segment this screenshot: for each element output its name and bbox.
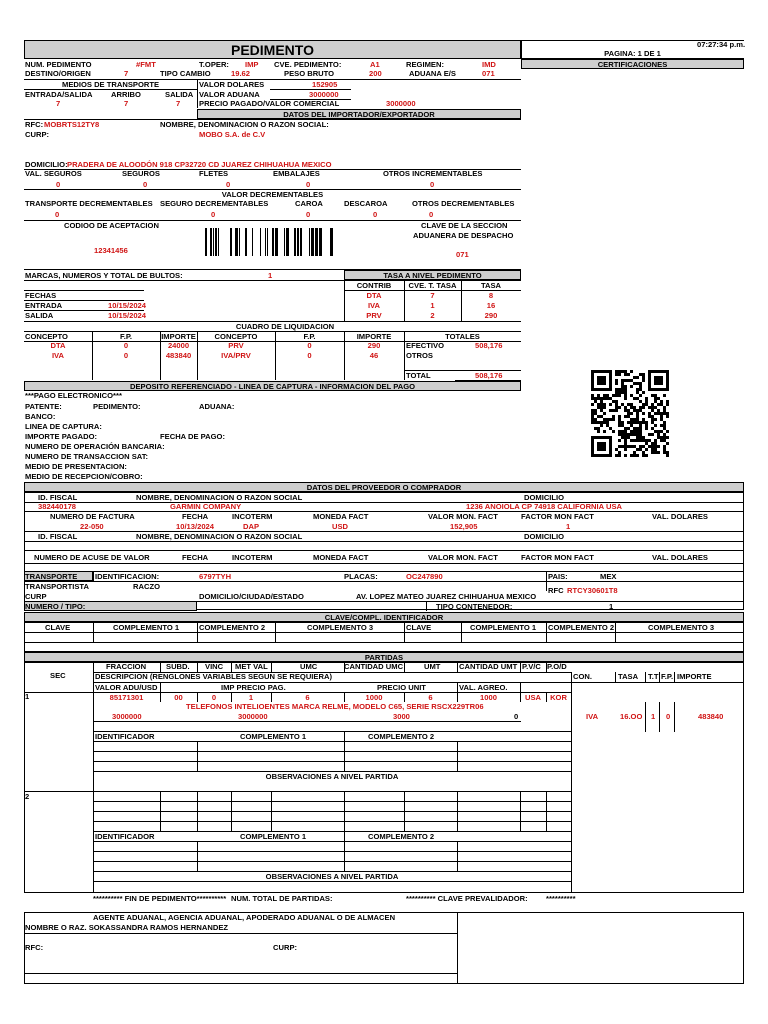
carga-label: CAROA bbox=[295, 199, 323, 208]
tasa-row-contrib: DTA bbox=[366, 291, 382, 300]
curp-label: CURP: bbox=[25, 130, 50, 139]
liq-row-importe: 46 bbox=[369, 351, 379, 360]
page-title: PEDIMENTO bbox=[231, 42, 314, 58]
imp-precio-value: 3000000 bbox=[238, 712, 268, 721]
deposito-title: DEPOSITO REFERENCIADO - LINEA DE CAPTURA - INFORMACION DEL PAGO bbox=[129, 382, 416, 391]
partida-header: UMT bbox=[424, 662, 441, 671]
print-time: 07:27:34 p.m. bbox=[697, 40, 746, 49]
tasa-row-cve: 7 bbox=[430, 291, 435, 300]
identificador-label-2: IDENTIFICADOR bbox=[95, 832, 155, 841]
transporte-label: TRANSPORTE bbox=[25, 572, 78, 581]
total-label: TOTAL bbox=[406, 371, 431, 380]
partida-right-header: IMPORTE bbox=[677, 672, 712, 681]
pedimento-label: PEDIMENTO: bbox=[93, 402, 141, 411]
liq-header-concepto-2: CONCEPTO bbox=[214, 332, 258, 341]
partida-header: P.O/D bbox=[547, 662, 567, 671]
fecha-salida-value: 10/15/2024 bbox=[108, 311, 147, 320]
metval-value: 1 bbox=[248, 693, 254, 702]
transporte-decrementables-value: 0 bbox=[55, 210, 60, 219]
tasa-row-contrib: IVA bbox=[367, 301, 381, 310]
pod-value: KOR bbox=[550, 693, 567, 702]
nombre-proveedor-value: GARMIN COMPANY bbox=[170, 502, 242, 511]
valor-adu-value: 3000000 bbox=[112, 712, 142, 721]
otros-decrementables-label: OTROS DECREMENTABLES bbox=[412, 199, 515, 208]
destino-value: 7 bbox=[124, 69, 129, 78]
tipo-cambio-value: 19.62 bbox=[231, 69, 251, 78]
importe-value: 483840 bbox=[698, 712, 724, 721]
fechas-label: FECHAS bbox=[25, 291, 57, 300]
proveedor-title: DATOS DEL PROVEEDOR O COMPRADOR bbox=[306, 483, 462, 492]
val-agreg-value: 0 bbox=[514, 712, 519, 721]
aduana-es-label: ADUANA E/S bbox=[409, 69, 456, 78]
rfc-transportista-value: RTCY30601T8 bbox=[567, 586, 618, 595]
tasa-header-contrib: CONTRIB bbox=[356, 281, 392, 290]
codigo-aceptacion-value: 12341456 bbox=[94, 246, 128, 255]
fecha-entrada-label: ENTRADA bbox=[25, 301, 63, 310]
liq-row-fp: 0 bbox=[307, 341, 312, 350]
clave-header: COMPLEMENTO 2 bbox=[199, 623, 266, 632]
complemento1-label-2: COMPLEMENTO 1 bbox=[240, 832, 307, 841]
rfc-transportista-label: RFC bbox=[548, 586, 564, 595]
liq-header-totales: TOTALES bbox=[445, 332, 480, 341]
tipo-cambio-label: TIPO CAMBIO bbox=[160, 69, 211, 78]
placas-value: OC247890 bbox=[406, 572, 443, 581]
partida-right-header: TASA bbox=[618, 672, 639, 681]
descarga-value: 0 bbox=[373, 210, 378, 219]
numero-tipo-label: NUMERO / TIPO: bbox=[25, 602, 86, 611]
partida-header-3: VALOR ADU/USD bbox=[95, 683, 158, 692]
liq-row-fp: 0 bbox=[123, 351, 129, 360]
observaciones-label-2: OBSERVACIONES A NIVEL PARTIDA bbox=[265, 872, 399, 881]
otros-incrementables-label: OTROS INCREMENTABLES bbox=[383, 169, 483, 178]
efectivo-value: 508,176 bbox=[475, 341, 503, 350]
liq-header-fp-1: F.P. bbox=[119, 332, 133, 341]
pais-value: MEX bbox=[600, 572, 617, 581]
domicilio-proveedor-label-2: DOMICILIO bbox=[524, 532, 565, 541]
tasa-value: 16.OO bbox=[620, 712, 643, 721]
toper-value: IMP bbox=[245, 60, 259, 69]
acuse-header: NUMERO DE ACUSE DE VALOR bbox=[34, 553, 150, 562]
partida-header: MET VAL bbox=[235, 662, 268, 671]
regimen-value: IMD bbox=[482, 60, 496, 69]
transportista-label: TRANSPORTISTA bbox=[25, 582, 89, 591]
medio-es-value: 7 bbox=[56, 99, 61, 108]
nombre-proveedor-label: NOMBRE, DENOMINACION O RAZON SOCIAL bbox=[136, 493, 303, 502]
valor-dolares-value: 152905 bbox=[312, 80, 338, 89]
partida-sec-2: 2 bbox=[25, 792, 30, 801]
liq-row-fp: 0 bbox=[307, 351, 312, 360]
otros-decrementables-value: 0 bbox=[429, 210, 434, 219]
banco-label: BANCO: bbox=[25, 412, 56, 421]
partida-right-header: F.P. bbox=[661, 672, 674, 681]
precio-unit-value: 3000 bbox=[393, 712, 410, 721]
fraccion-value: 85171301 bbox=[109, 693, 144, 702]
destino-label: DESTINO/ORIGEN bbox=[25, 69, 91, 78]
con-value: IVA bbox=[586, 712, 599, 721]
umc-value: 6 bbox=[305, 693, 310, 702]
clave-header: CLAVE bbox=[406, 623, 432, 632]
partida-header: CANTIDAD UMT bbox=[459, 662, 518, 671]
curp-transportista-label: CURP bbox=[25, 592, 47, 601]
id-fiscal-label: ID. FISCAL bbox=[38, 493, 78, 502]
liq-row-importe: 483840 bbox=[165, 351, 192, 360]
tasa-header-cve: CVE. T. TASA bbox=[408, 281, 457, 290]
clave-header: COMPLEMENTO 2 bbox=[548, 623, 615, 632]
liq-header-importe-1: IMPORTE bbox=[161, 332, 196, 341]
medio-presentacion-label: MEDIO DE PRESENTACION: bbox=[25, 462, 127, 471]
aduana-es-value: 071 bbox=[482, 69, 495, 78]
fletes-label: FLETES bbox=[199, 169, 229, 178]
peso-bruto-value: 200 bbox=[369, 69, 382, 78]
tt-value: 1 bbox=[651, 712, 656, 721]
tasa-row-contrib: PRV bbox=[366, 311, 382, 320]
cantidad-umc-value: 1000 bbox=[365, 693, 383, 702]
factura-header: INCOTERM bbox=[232, 512, 273, 521]
tipo-contenedor-label: TIPO CONTENEDOR: bbox=[436, 602, 513, 611]
clave-header: COMPLEMENTO 1 bbox=[470, 623, 537, 632]
partida-header: FRACCION bbox=[106, 662, 147, 671]
tasa-row-tasa: 16 bbox=[486, 301, 496, 310]
tasa-header-tasa: TASA bbox=[480, 281, 502, 290]
seguros-value: 0 bbox=[143, 180, 148, 189]
liq-row-concepto: IVA bbox=[51, 351, 65, 360]
patente-label: PATENTE: bbox=[25, 402, 62, 411]
partida-header: CANTIDAD UMC bbox=[344, 662, 404, 671]
certificaciones-label: CERTIFICACIONES bbox=[597, 60, 668, 69]
barcode bbox=[205, 228, 333, 256]
qr-code bbox=[591, 370, 669, 457]
partida-right-header: CON. bbox=[573, 672, 592, 681]
transportista-value: RACZO bbox=[133, 582, 160, 591]
importe-pagado-label: IMPORTE PAGADO: bbox=[25, 432, 97, 441]
acuse-header: VALOR MON. FACT bbox=[428, 553, 498, 562]
liq-row-importe: 24000 bbox=[167, 341, 190, 350]
embalajes-value: 0 bbox=[306, 180, 311, 189]
liq-row-concepto: DTA bbox=[50, 341, 66, 350]
rfc-label: RFC: bbox=[25, 120, 44, 129]
partidas-title: PARTIDAS bbox=[364, 653, 404, 662]
factura-value: DAP bbox=[243, 522, 260, 531]
acuse-header: INCOTERM bbox=[232, 553, 273, 562]
clave-seccion-value: 071 bbox=[456, 250, 469, 259]
acuse-header: VAL. DOLARES bbox=[652, 553, 708, 562]
val-seguros-label: VAL. SEGUROS bbox=[25, 169, 82, 178]
decrementables-title: VALOR DECREMENTABLES bbox=[221, 190, 324, 199]
factura-header: VALOR MON. FACT bbox=[428, 512, 498, 521]
salida-label: SALIDA bbox=[165, 90, 194, 99]
id-fiscal-value: 382440178 bbox=[38, 502, 77, 511]
codigo-aceptacion-label: CODIOO DE ACEPTACION bbox=[64, 221, 159, 230]
embalajes-label: EMBALAJES bbox=[273, 169, 320, 178]
domicilio-proveedor-value: 1236 ANOIOLA CP 74918 CALIFORNIA USA bbox=[466, 502, 622, 511]
fecha-salida-label: SALIDA bbox=[25, 311, 54, 320]
otros-incrementables-value: 0 bbox=[430, 180, 435, 189]
partida-header: P.V/C bbox=[522, 662, 541, 671]
partida-header: SUBD. bbox=[166, 662, 190, 671]
partida-header-3: IMP PRECIO PAG. bbox=[221, 683, 286, 692]
clave-header: COMPLEMENTO 3 bbox=[648, 623, 715, 632]
liq-row-importe: 290 bbox=[367, 341, 381, 350]
acuse-header: FACTOR MON FACT bbox=[521, 553, 594, 562]
domicilio-label: DOMICILIO: bbox=[25, 160, 68, 169]
fecha-entrada-value: 10/15/2024 bbox=[108, 301, 147, 310]
factura-header: MONEDA FACT bbox=[313, 512, 369, 521]
agente-title: AGENTE ADUANAL, AGENCIA ADUANAL, APODERADO ADUANAL O DE ALMACEN bbox=[93, 913, 396, 922]
carga-value: 0 bbox=[306, 210, 311, 219]
transaccion-sat-label: NUMERO DE TRANSACCION SAT: bbox=[25, 452, 149, 461]
domicilio-proveedor-label: DOMICILIO bbox=[524, 493, 565, 502]
pvc-value: USA bbox=[524, 693, 542, 702]
fletes-value: 0 bbox=[226, 180, 231, 189]
tasa-row-cve: 2 bbox=[430, 311, 435, 320]
partida-header: UMC bbox=[300, 662, 318, 671]
cve-pedimento-label: CVE. PEDIMENTO: bbox=[274, 60, 342, 69]
transporte-decrementables-label: TRANSPORTE DECREMENTABLES bbox=[25, 199, 153, 208]
acuse-header: FECHA bbox=[182, 553, 209, 562]
descripcion-value: TELEFONOS INTELIOENTES MARCA RELME, MODELO C65, SERIE RSCX229TR06 bbox=[186, 702, 484, 711]
valor-aduana-label: VALOR ADUANA bbox=[199, 90, 260, 99]
liq-row-concepto: IVA/PRV bbox=[221, 351, 251, 360]
nombre-importador-value: MOBO S.A. de C.V bbox=[199, 130, 266, 139]
efectivo-label: EFECTIVO bbox=[406, 341, 444, 350]
tipo-contenedor-value: 1 bbox=[609, 602, 614, 611]
nombre-importador-label: NOMBRE, DENOMINACION O RAZON SOCIAL: bbox=[160, 120, 329, 129]
clave-prevalidador-label: ********** CLAVE PREVALIDADOR: bbox=[406, 894, 528, 903]
domicilio-value: PRADERA DE ALOODÓN 918 CP32720 CD JUAREZ CHIHUAHUA MEXICO bbox=[67, 160, 332, 169]
liq-row-fp: 0 bbox=[123, 341, 129, 350]
precio-pagado-label: PRECIO PAGADO/VALOR COMERCIAL bbox=[199, 99, 340, 108]
regimen-label: REGIMEN: bbox=[406, 60, 444, 69]
bultos-value: 1 bbox=[268, 271, 273, 280]
precio-pagado-value: 3000000 bbox=[386, 99, 416, 108]
seguros-label: SEGUROS bbox=[122, 169, 160, 178]
partida-header-3: PRECIO UNIT bbox=[377, 683, 426, 692]
rfc-value: MOBRTS12TY8 bbox=[44, 120, 100, 129]
num-partidas-label: NUM. TOTAL DE PARTIDAS: bbox=[231, 894, 333, 903]
medios-transporte-label: MEDIOS DE TRANSPORTE bbox=[62, 80, 160, 89]
medio-arribo-value: 7 bbox=[124, 99, 129, 108]
clave-header: COMPLEMENTO 3 bbox=[307, 623, 374, 632]
domicilio-transportista-value: AV. LOPEZ MATEO JUAREZ CHIHUAHUA MEXICO bbox=[356, 592, 537, 601]
partida-sec-1: 1 bbox=[25, 692, 30, 701]
val-seguros-value: 0 bbox=[56, 180, 61, 189]
peso-bruto-label: PESO BRUTO bbox=[284, 69, 335, 78]
cve-pedimento-value: A1 bbox=[370, 60, 380, 69]
liq-header-fp-2: F.P. bbox=[303, 332, 316, 341]
clave-compl-title: CLAVE/COMPL. IDENTIFICADOR bbox=[324, 613, 444, 622]
aduana-label: ADUANA: bbox=[199, 402, 235, 411]
pais-label: PAIS: bbox=[548, 572, 568, 581]
tasa-row-tasa: 8 bbox=[488, 291, 494, 300]
bultos-label: MARCAS, NUMEROS Y TOTAL DE BULTOS: bbox=[25, 271, 183, 280]
factura-header: NUMERO DE FACTURA bbox=[50, 512, 135, 521]
fecha-pago-label: FECHA DE PAGO: bbox=[160, 432, 225, 441]
num-pedimento-value: #FMT bbox=[136, 60, 156, 69]
factura-value: 152,905 bbox=[450, 522, 478, 531]
fin-pedimento: ********** FIN DE PEDIMENTO********** bbox=[93, 894, 227, 903]
tasa-pedimento-title: TASA A NIVEL PEDIMENTO bbox=[383, 271, 482, 280]
factura-value: USD bbox=[332, 522, 349, 531]
factura-header: FACTOR MON FACT bbox=[521, 512, 594, 521]
importador-section-title: DATOS DEL IMPORTADOR/EXPORTADOR bbox=[283, 110, 435, 119]
partida-right-header: T.T bbox=[648, 672, 659, 681]
seguro-decrementables-value: 0 bbox=[211, 210, 216, 219]
descripcion-label: DESCRIPCION (RENGLONES VARIABLES SEGUN SE REQUIERA) bbox=[95, 672, 332, 681]
complemento2-label: COMPLEMENTO 2 bbox=[368, 732, 435, 741]
descarga-label: DESCAROA bbox=[344, 199, 388, 208]
clave-seccion-label-1: CLAVE DE LA SECCION bbox=[421, 221, 508, 230]
seguro-decrementables-label: SEGURO DECREMENTABLES bbox=[160, 199, 269, 208]
valor-aduana-value: 3000000 bbox=[309, 90, 339, 99]
tasa-row-tasa: 290 bbox=[484, 311, 498, 320]
entrada-salida-label: ENTRADA/SALIDA bbox=[25, 90, 93, 99]
clave-header: CLAVE bbox=[45, 623, 71, 632]
cantidad-umt-value: 1000 bbox=[480, 693, 497, 702]
partida-header: VINC bbox=[205, 662, 224, 671]
factura-value: 22-050 bbox=[80, 522, 104, 531]
agente-curp-label: CURP: bbox=[273, 943, 298, 952]
identificacion-label: IDENTIFICACION: bbox=[95, 572, 160, 581]
liquidacion-title: CUADRO DE LIQUIDACION bbox=[235, 322, 335, 331]
toper-label: T.OPER: bbox=[199, 60, 229, 69]
vinc-value: 0 bbox=[211, 693, 217, 702]
complemento2-label-2: COMPLEMENTO 2 bbox=[368, 832, 435, 841]
medio-salida-value: 7 bbox=[176, 99, 181, 108]
factura-value: 1 bbox=[566, 522, 571, 531]
pago-electronico: ***PAGO ELECTRONICO*** bbox=[25, 391, 122, 400]
liq-row-concepto: PRV bbox=[228, 341, 244, 350]
identificador-label: IDENTIFICADOR bbox=[95, 732, 155, 741]
linea-captura-label: LINEA DE CAPTURA: bbox=[25, 422, 102, 431]
pagina-label: PAGINA: 1 DE 1 bbox=[604, 49, 661, 58]
factura-value: 10/13/2024 bbox=[176, 522, 215, 531]
fp-value: 0 bbox=[666, 712, 671, 721]
agente-rfc-label: RFC: bbox=[25, 943, 44, 952]
placas-label: PLACAS: bbox=[344, 572, 378, 581]
num-pedimento-label: NUM. PEDIMENTO bbox=[25, 60, 92, 69]
operacion-bancaria-label: NUMERO DE OPERACIÓN BANCARIA: bbox=[25, 442, 165, 451]
total-value: 508,176 bbox=[475, 371, 503, 380]
medio-recepcion-label: MEDIO DE RECEPCION/COBRO: bbox=[25, 472, 143, 481]
tasa-row-cve: 1 bbox=[430, 301, 435, 310]
subd-value: 00 bbox=[174, 693, 183, 702]
complemento1-label: COMPLEMENTO 1 bbox=[240, 732, 307, 741]
sec-label: SEC bbox=[50, 671, 66, 680]
arribo-label: ARRIBO bbox=[111, 90, 141, 99]
prevalidador-stars: ********** bbox=[546, 894, 576, 903]
umt-value: 6 bbox=[428, 693, 433, 702]
id-fiscal-label-2: ID. FISCAL bbox=[38, 532, 78, 541]
otros-label: OTROS bbox=[406, 351, 434, 360]
factura-header: VAL. DOLARES bbox=[652, 512, 708, 521]
liq-header-concepto-1: CONCEPTO bbox=[25, 332, 68, 341]
valor-dolares-label: VALOR DOLARES bbox=[199, 80, 265, 89]
liq-header-importe-2: IMPORTE bbox=[356, 332, 392, 341]
identificacion-value: 6797TYH bbox=[199, 572, 232, 581]
domicilio-transportista-label: DOMICILIO/CIUDAD/ESTADO bbox=[199, 592, 304, 601]
clave-header: COMPLEMENTO 1 bbox=[113, 623, 180, 632]
agente-nombre-label: NOMBRE O RAZ. SOKASSANDRA RAMOS HERNANDEZ bbox=[25, 923, 229, 932]
clave-seccion-label-2: ADUANERA DE DESPACHO bbox=[413, 231, 514, 240]
factura-header: FECHA bbox=[182, 512, 209, 521]
acuse-header: MONEDA FACT bbox=[313, 553, 369, 562]
observaciones-label: OBSERVACIONES A NIVEL PARTIDA bbox=[265, 772, 399, 781]
nombre-proveedor-label-2: NOMBRE, DENOMINACION O RAZON SOCIAL bbox=[136, 532, 303, 541]
partida-header-3: VAL. AGREO. bbox=[459, 683, 508, 692]
